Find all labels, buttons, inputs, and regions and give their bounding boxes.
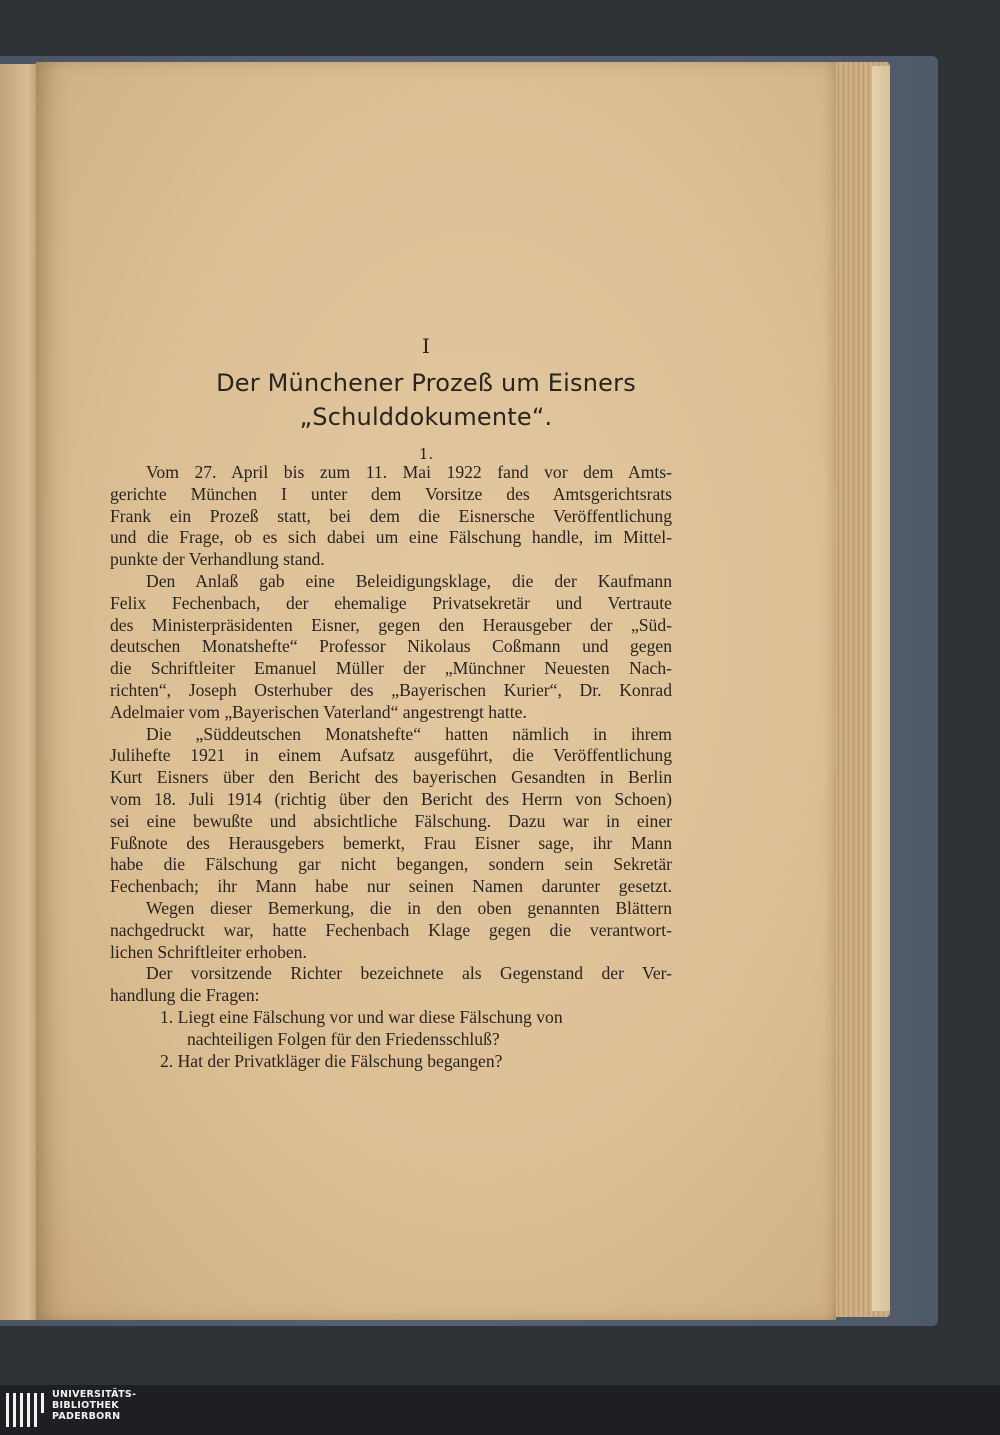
- text-line: punkte der Verhandlung stand.: [110, 549, 325, 570]
- list-item: 2. Hat der Privatkläger die Fälschung begangen?: [160, 1050, 503, 1071]
- text-line: Frank ein Prozeß statt, bei dem die Eisnersche Veröffentlichung: [110, 505, 672, 526]
- text-line: sei eine bewußte und absichtliche Fälschung. Dazu war in einer: [110, 810, 672, 831]
- text-line: handlung die Fragen:: [110, 985, 260, 1006]
- text-line: Adelmaier vom „Bayerischen Vaterland“ angestrengt hatte.: [110, 701, 527, 722]
- library-name-line-1: UNIVERSITÄTS-: [52, 1389, 137, 1400]
- page-block-outer-edge: [872, 66, 890, 1311]
- text-line: nachgedruckt war, hatte Fechenbach Klage gegen die verantwort-: [110, 919, 672, 940]
- text-line: Den Anlaß gab eine Beleidigungsklage, die der Kaufmann: [146, 570, 672, 591]
- text-line: Der vorsitzende Richter bezeichnete als Gegenstand der Ver-: [146, 963, 672, 984]
- text-line: gerichte München I unter dem Vorsitze des Amtsgerichtsrats: [110, 483, 672, 504]
- text-line: Vom 27. April bis zum 11. Mai 1922 fand vor dem Amts-: [146, 462, 672, 482]
- library-logo-icon: [4, 1389, 46, 1431]
- text-line: Wegen dieser Bemerkung, die in den oben genannten Blättern: [146, 897, 672, 918]
- list-item-continuation: nachteiligen Folgen für den Friedensschluß?: [187, 1028, 500, 1049]
- text-line: Felix Fechenbach, der ehemalige Privatsekretär und Vertraute: [110, 592, 672, 613]
- section-number: 1.: [418, 445, 434, 463]
- body-text: [110, 462, 672, 1072]
- text-line: habe die Fälschung gar nicht begangen, sondern sein Sekretär: [110, 854, 672, 875]
- list-item: 1. Liegt eine Fälschung vor und war diese Fälschung von: [160, 1006, 563, 1027]
- library-name: [52, 1389, 136, 1422]
- library-name-line-3: PADERBORN: [52, 1411, 121, 1422]
- book-page: [36, 62, 836, 1320]
- text-line: und die Frage, ob es sich dabei um eine Fälschung handle, im Mittel-: [110, 527, 672, 548]
- text-line: Fechenbach; ihr Mann habe nur seinen Namen darunter gesetzt.: [110, 876, 672, 897]
- text-line: richten“, Joseph Osterhuber des „Bayerischen Kurier“, Dr. Konrad: [110, 679, 672, 700]
- library-name-line-2: BIBLIOTHEK: [52, 1400, 119, 1411]
- text-line: des Ministerpräsidenten Eisner, gegen den Herausgeber der „Süd-: [110, 614, 672, 635]
- previous-page-edge: [0, 64, 40, 1320]
- text-line: vom 18. Juli 1914 (richtig über den Bericht des Herrn von Schoen): [110, 788, 672, 809]
- text-line: Julihefte 1921 in einem Aufsatz ausgeführt, die Veröffentlichung: [110, 745, 672, 766]
- chapter-title-line-2: „Schulddokumente“.: [299, 403, 553, 431]
- text-line: lichen Schriftleiter erhoben.: [110, 941, 307, 962]
- text-line: Kurt Eisners über den Bericht des bayerischen Gesandten in Berlin: [110, 767, 672, 788]
- chapter-number: I: [422, 334, 430, 358]
- text-line: die Schriftleiter Emanuel Müller der „Münchner Neuesten Nach-: [110, 658, 672, 679]
- text-line: Die „Süddeutschen Monatshefte“ hatten nämlich in ihrem: [146, 723, 672, 744]
- footer-bar: [0, 1385, 1000, 1435]
- text-line: deutschen Monatshefte“ Professor Nikolaus Coßmann und gegen: [110, 636, 672, 657]
- text-line: Fußnote des Herausgebers bemerkt, Frau Eisner sage, ihr Mann: [110, 832, 672, 853]
- chapter-title-line-1: Der Münchener Prozeß um Eisners: [216, 369, 636, 397]
